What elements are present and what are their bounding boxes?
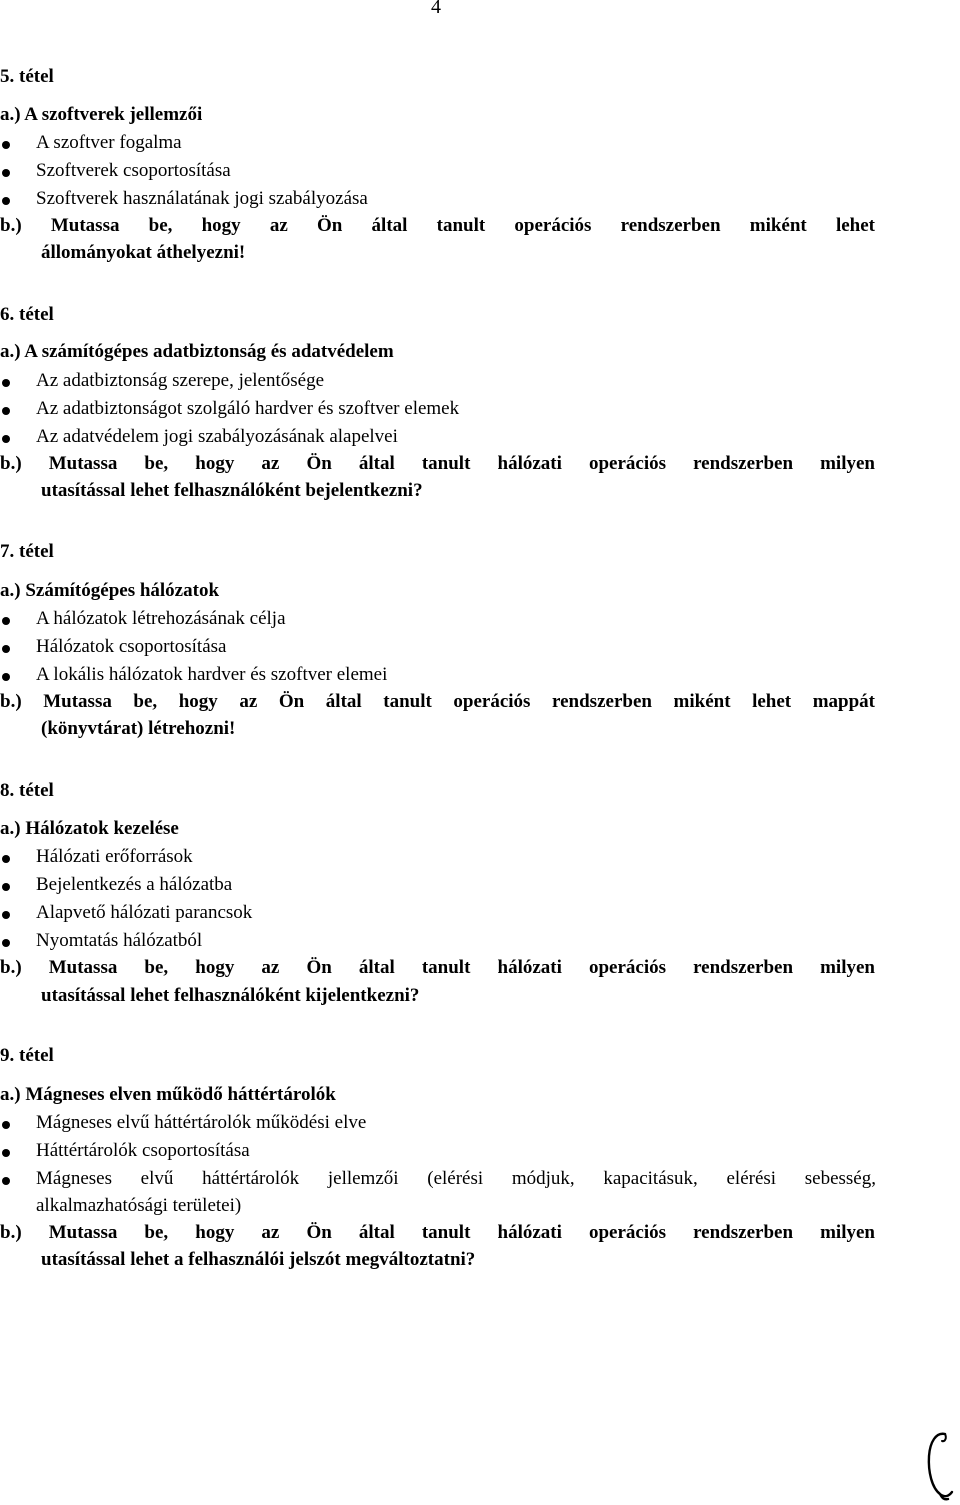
bullet-icon <box>2 141 10 149</box>
part-b-question-cont: utasítással lehet felhasználóként kijelentkezni? <box>41 985 420 1006</box>
bullet-icon <box>2 939 10 947</box>
topic-title: 8. tétel <box>0 780 54 801</box>
list-item-text: Mágneses elvű háttértárolók jellemzői (elérési módjuk, kapacitásuk, elérési sebesség, <box>36 1168 876 1189</box>
part-b-question-cont: állományokat áthelyezni! <box>41 242 246 263</box>
bullet-icon <box>2 197 10 205</box>
bullet-icon <box>2 673 10 681</box>
bullet-icon <box>2 911 10 919</box>
part-b-question: b.) Mutassa be, hogy az Ön által tanult operációs rendszerben miként lehet mappát <box>0 691 875 712</box>
part-a-heading: a.) Hálózatok kezelése <box>0 818 179 839</box>
part-b-question-cont: utasítással lehet a felhasználói jelszót megváltoztatni? <box>41 1249 476 1270</box>
part-b-question: b.) Mutassa be, hogy az Ön által tanult hálózati operációs rendszerben milyen <box>0 957 875 978</box>
bullet-icon <box>2 407 10 415</box>
bullet-icon <box>2 169 10 177</box>
bullet-icon <box>2 435 10 443</box>
part-b-question-cont: (könyvtárat) létrehozni! <box>41 718 236 739</box>
part-b-question: b.) Mutassa be, hogy az Ön által tanult hálózati operációs rendszerben milyen <box>0 1222 875 1243</box>
signature-mark <box>918 1428 958 1502</box>
part-b-question-cont: utasítással lehet felhasználóként bejelentkezni? <box>41 480 423 501</box>
part-a-heading: a.) Mágneses elven működő háttértárolók <box>0 1084 336 1105</box>
part-a-heading: a.) A számítógépes adatbiztonság és adatvédelem <box>0 341 394 362</box>
bullet-icon <box>2 617 10 625</box>
topic-title: 5. tétel <box>0 66 54 87</box>
part-a-heading: a.) Számítógépes hálózatok <box>0 580 220 601</box>
topic-title: 6. tétel <box>0 304 54 325</box>
page-number: 4 <box>431 0 441 18</box>
bullet-icon <box>2 1149 10 1157</box>
bullet-icon <box>2 1121 10 1129</box>
topic-title: 9. tétel <box>0 1045 54 1066</box>
part-a-heading: a.) A szoftverek jellemzői <box>0 104 203 125</box>
bullet-icon <box>2 1177 10 1185</box>
part-b-question: b.) Mutassa be, hogy az Ön által tanult hálózati operációs rendszerben milyen <box>0 453 875 474</box>
topic-title: 7. tétel <box>0 541 54 562</box>
bullet-icon <box>2 883 10 891</box>
bullet-icon <box>2 855 10 863</box>
part-b-question: b.) Mutassa be, hogy az Ön által tanult operációs rendszerben miként lehet <box>0 215 875 236</box>
bullet-icon <box>2 379 10 387</box>
bullet-icon <box>2 645 10 653</box>
